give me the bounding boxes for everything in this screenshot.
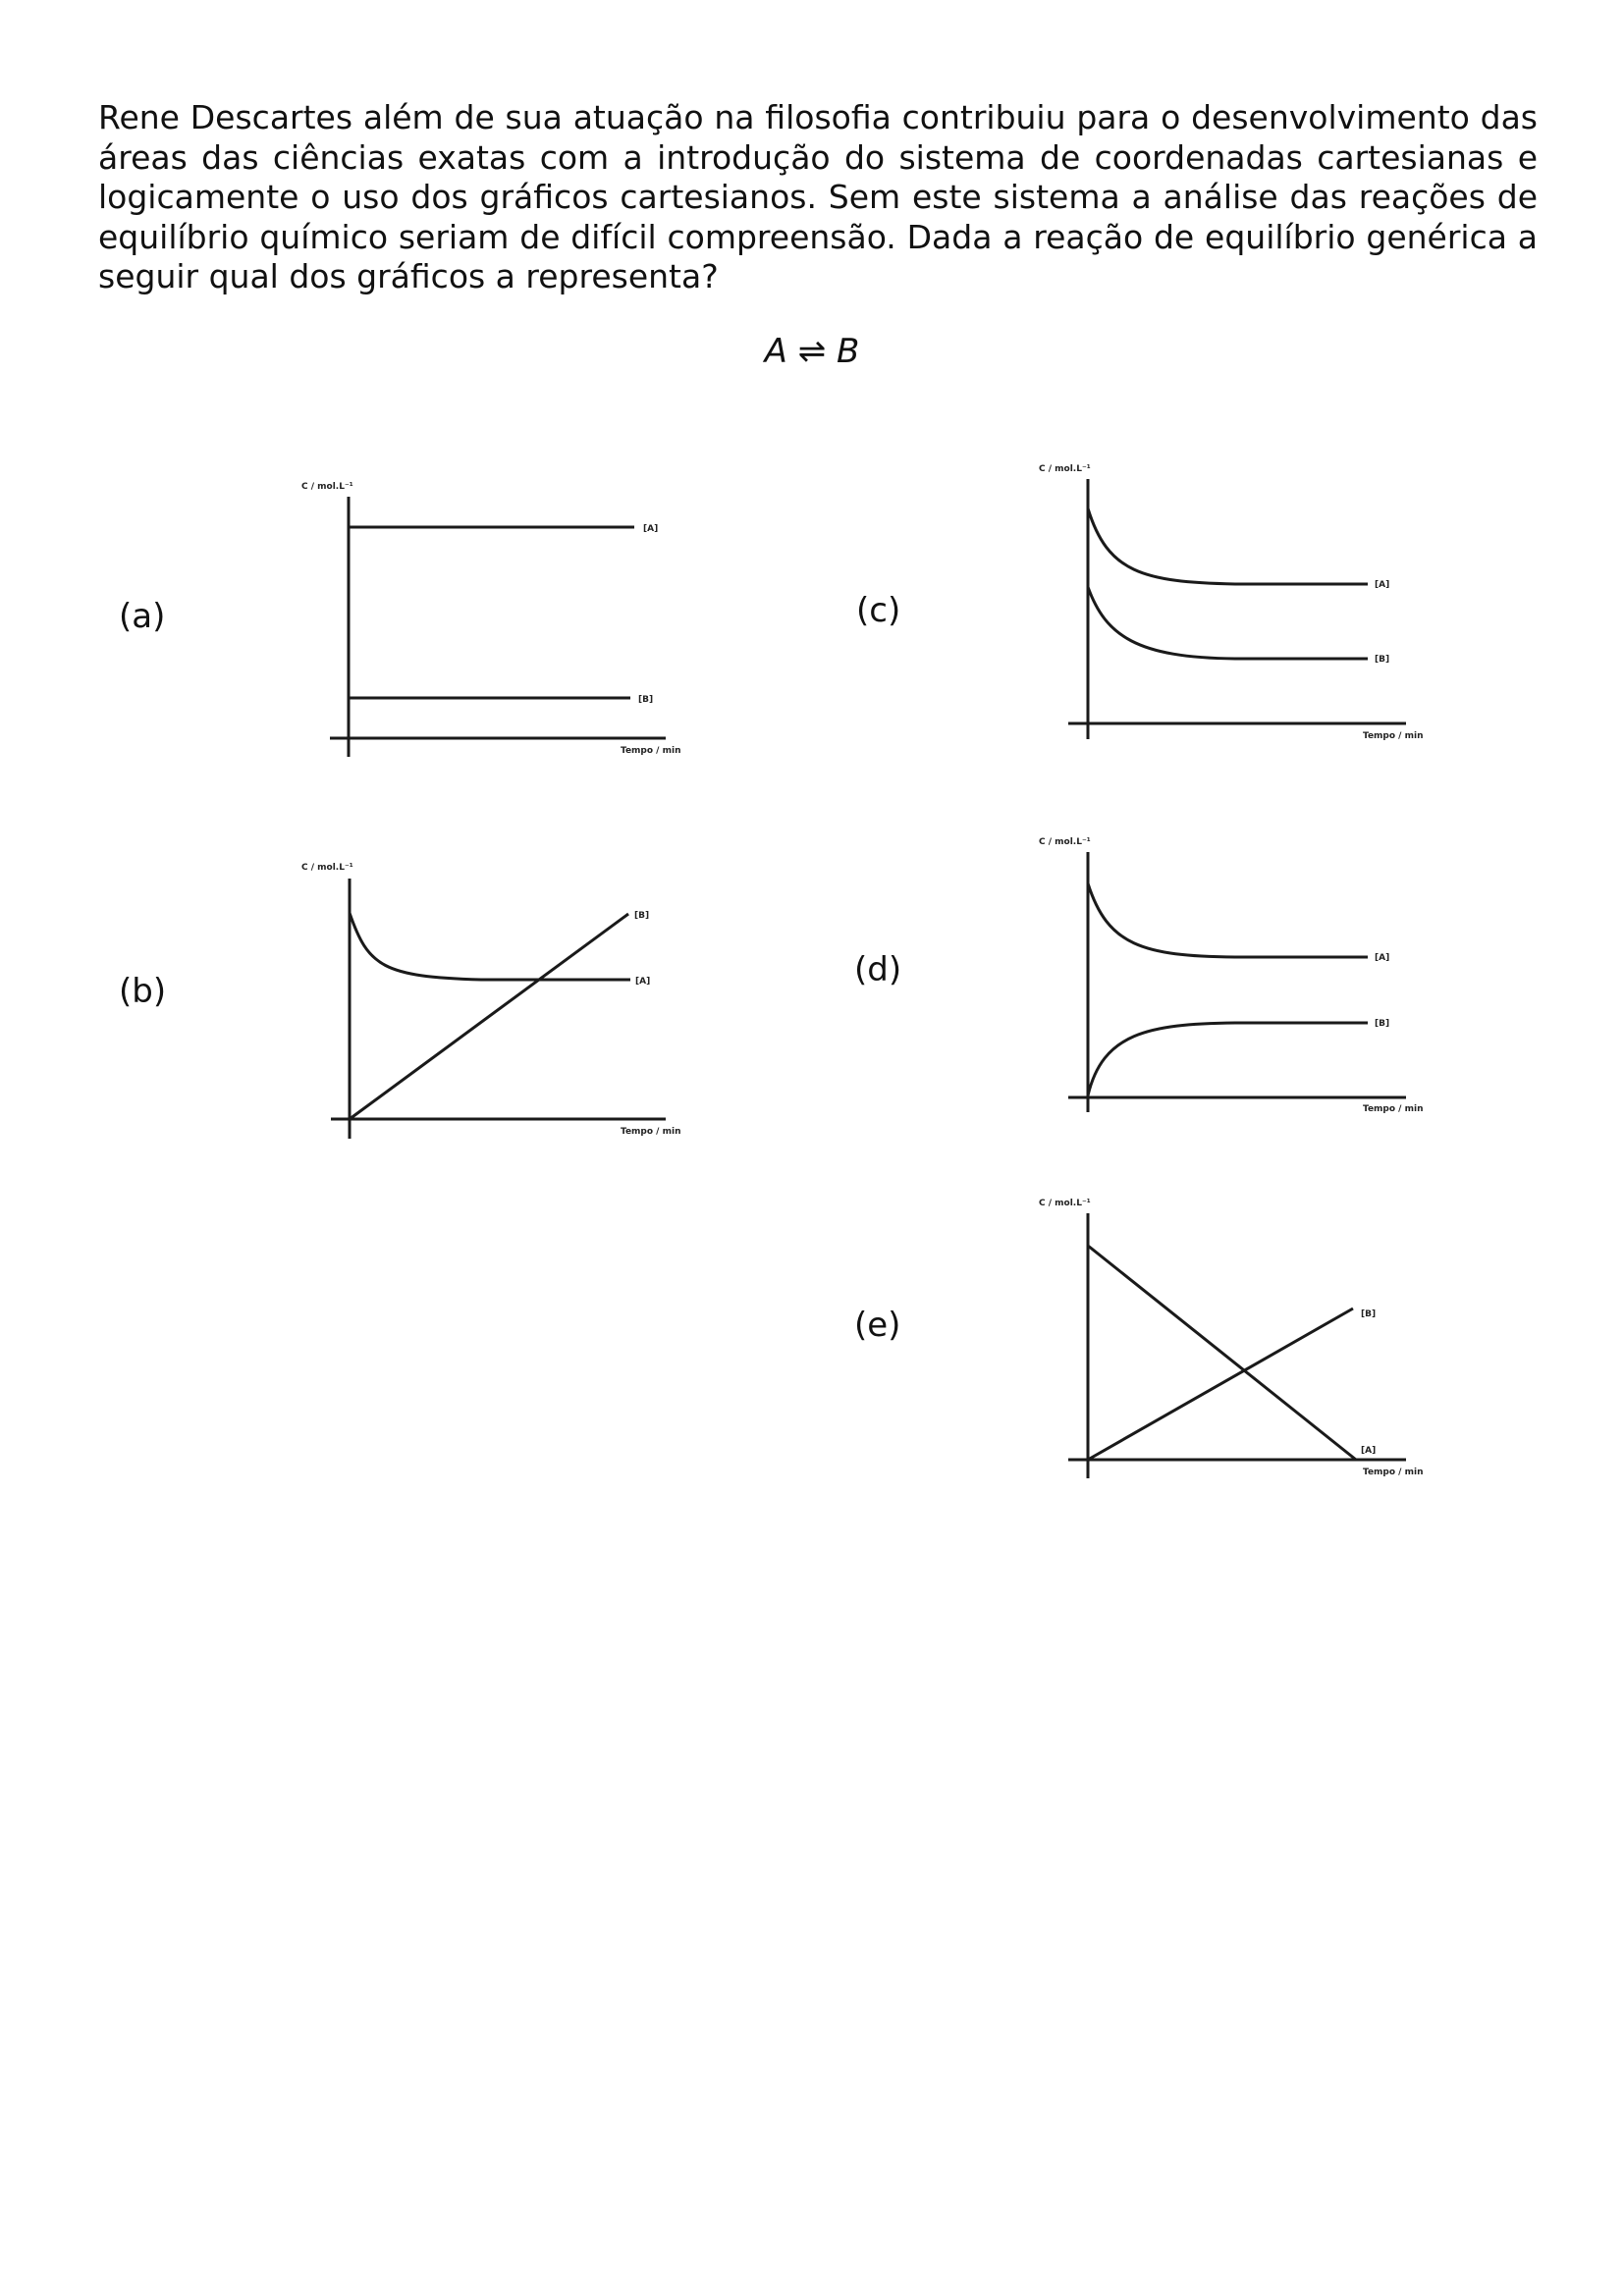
option-d-label[interactable]: (d) bbox=[854, 950, 902, 989]
curve-a-label: [A] bbox=[1375, 953, 1390, 963]
curve-a-label: [A] bbox=[635, 977, 651, 987]
curve-a-label: [A] bbox=[1361, 1446, 1377, 1456]
option-b-label[interactable]: (b) bbox=[119, 972, 167, 1011]
option-a-graph[interactable] bbox=[295, 477, 687, 762]
curve-a-label: [A] bbox=[643, 524, 659, 534]
x-axis-label: Tempo / min bbox=[1363, 1468, 1424, 1477]
curve-a bbox=[1088, 1246, 1356, 1460]
option-c-label[interactable]: (c) bbox=[856, 591, 901, 630]
curve-a bbox=[350, 913, 630, 980]
curve-a bbox=[1088, 883, 1368, 957]
y-axis-label: C / mol.L⁻¹ bbox=[1039, 837, 1091, 847]
x-axis-label: Tempo / min bbox=[1363, 1104, 1424, 1114]
curve-b-label: [B] bbox=[634, 911, 650, 921]
option-b-graph[interactable] bbox=[295, 854, 687, 1139]
question-text: Rene Descartes além de sua atuação na filosofia contribuiu para o desenvolvimento das áreas das ciências exatas com a introdução do sistema de coordenadas cartesianas e logicamente o uso dos gráficos cartesianos. Sem este sistema a análise das reações de equilíbrio químico seriam de difícil compreensão. Dada a reação de equilíbrio genérica a seguir qual dos gráficos a representa? bbox=[98, 98, 1538, 295]
curve-b-label: [B] bbox=[1361, 1309, 1377, 1319]
curve-b-label: [B] bbox=[1375, 1019, 1390, 1029]
x-axis-label: Tempo / min bbox=[621, 746, 681, 756]
curve-b-label: [B] bbox=[1375, 655, 1390, 665]
option-e-graph[interactable] bbox=[1029, 1194, 1422, 1478]
x-axis-label: Tempo / min bbox=[621, 1127, 681, 1137]
option-a-label[interactable]: (a) bbox=[119, 597, 166, 636]
option-d-graph[interactable] bbox=[1029, 832, 1422, 1117]
y-axis-label: C / mol.L⁻¹ bbox=[1039, 464, 1091, 474]
y-axis-label: C / mol.L⁻¹ bbox=[1039, 1199, 1091, 1208]
curve-b bbox=[1088, 587, 1368, 659]
y-axis-label: C / mol.L⁻¹ bbox=[301, 482, 353, 492]
option-c-graph[interactable] bbox=[1029, 459, 1422, 744]
curve-a bbox=[1088, 508, 1368, 584]
curve-b-label: [B] bbox=[638, 695, 654, 705]
option-e-label[interactable]: (e) bbox=[854, 1306, 901, 1345]
curve-a-label: [A] bbox=[1375, 580, 1390, 590]
x-axis-label: Tempo / min bbox=[1363, 731, 1424, 741]
y-axis-label: C / mol.L⁻¹ bbox=[301, 863, 353, 873]
curve-b bbox=[1088, 1308, 1353, 1460]
curve-b bbox=[1088, 1023, 1368, 1095]
curve-b bbox=[350, 914, 628, 1119]
equilibrium-equation: A ⇌ B bbox=[764, 332, 860, 371]
